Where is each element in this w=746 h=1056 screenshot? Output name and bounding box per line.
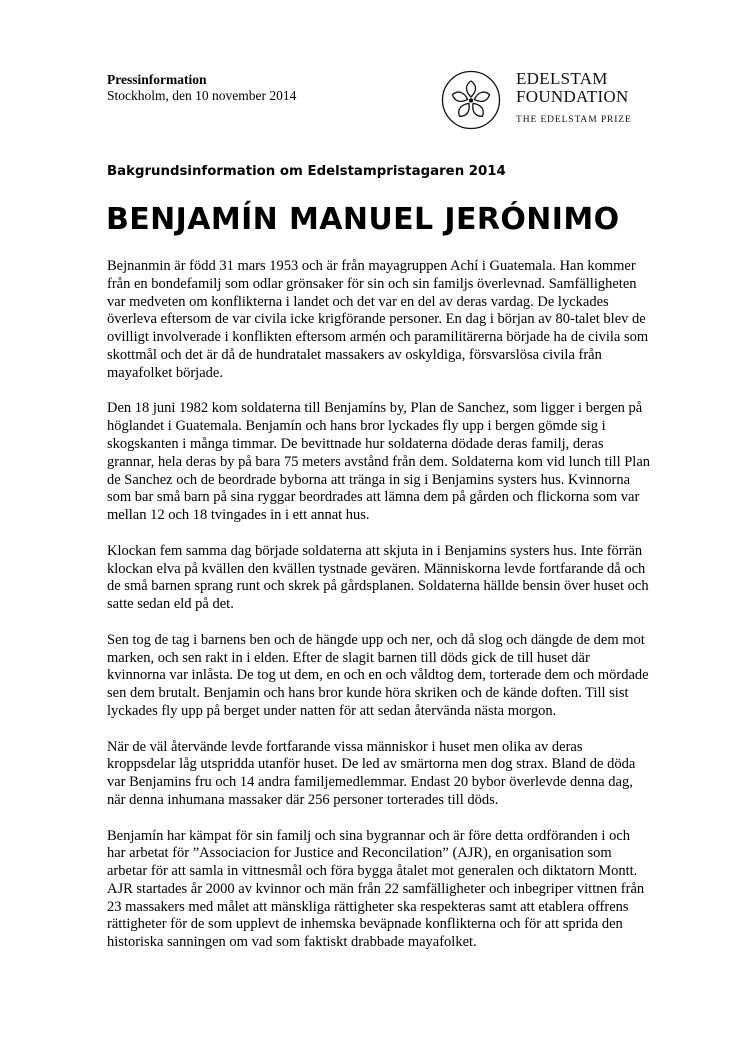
paragraph: Sen tog de tag i barnens ben och de hängde upp och ner, och då slog och dängde de dem mot marken, och sen rakt in i elden. Efter de slagit barnen till döds gick de till huset där kvinnorna var inlåsta. De tog ut dem, en och en och våldtog dem, torterade dem och mördade sen dem brutalt. Benjamin och hans bror kunde höra skriken och de kände doften. Till sist lyckades fly upp på berget under natten för att sedan återvända nästa morgon. bbox=[107, 631, 649, 719]
paragraph: När de väl återvände levde fortfarande vissa människor i huset men olika av deras kroppsdelar låg utspridda utanför huset. De led av smärtorna men dog strax. Bland de döda var Benjamins fru och 14 andra familjemedlemmar. Endast 20 bybor överlevde denna dag, när denna inhumana massaker där 256 personer torterades till döds. bbox=[107, 738, 636, 808]
logo-line-prize: THE EDELSTAM PRIZE bbox=[516, 115, 632, 125]
paragraph: Klockan fem samma dag började soldaterna att skjuta in i Benjamins systers hus. Inte förrän klockan elva på kvällen den kvällen tystnade gevären. Människorna levde fortfarande då och de små barnen sprang runt och skrek på gårdsplanen. Soldaterna hällde bensin över huset och satte sedan eld på det. bbox=[107, 542, 649, 613]
paragraph: Den 18 juni 1982 kom soldaterna till Benjamíns by, Plan de Sanchez, som ligger i bergen på höglandet i Guatemala. Benjamín och hans bror lyckades fly upp i bergen gömde sig i skogskanten i många timmar. De bevittnade hur soldaterna dödade deras familj, deras grannar, hela deras by på bara 75 meters avstånd från dem. Soldaterna kom vid lunch till Plan de Sanchez och de beordrade byborna att tränga in sig i Benjamins systers hus. Kvinnorna som bar små barn på sina ryggar beordrades att lämna dem på gården och flickorna som var mellan 12 och 18 tvingades in i ett annat hus. bbox=[107, 400, 650, 524]
foundation-logo bbox=[516, 70, 632, 125]
flower-emblem-icon bbox=[441, 70, 501, 130]
article-body bbox=[107, 258, 652, 970]
press-label: Pressinformation bbox=[107, 72, 207, 87]
press-header bbox=[107, 72, 296, 104]
paragraph: Bejnanmin är född 31 mars 1953 och är från mayagruppen Achí i Guatemala. Han kommer från en bondefamilj som odlar grönsaker för sin och sin familjs överlevnad. Samfälligheten var medveten om konflikterna i landet och det var en del av deras vardag. De lyckades överleva eftersom de var civila icke krigförande personer. En dag i början av 80-talet blev de ovilligt involverade i konflikten eftersom armén och paramilitärerna började ha de civila som skottmål och det är då de hundratalet massakers av oskyldiga, försvarslösa civila från mayafolket började. bbox=[107, 258, 649, 381]
place-date: Stockholm, den 10 november 2014 bbox=[107, 88, 297, 103]
document-subheading: Bakgrundsinformation om Edelstampristagaren 2014 bbox=[107, 164, 506, 179]
logo-line-foundation: FOUNDATION bbox=[516, 87, 629, 106]
paragraph: Benjamín har kämpat för sin familj och sina bygrannar och är före detta ordföranden i och har arbetat för ”Associacion for Justice and Reconcilation” (AJR), en organisation som arbetar för att samla in vittnesmål och föra bygga åtalet mot generalen och diktatorn Montt. AJR startades år 2000 av kvinnor och män från 22 samfälligheter och inbegriper vittnen från 23 massakers med målet att mänskliga rättigheter ska respekteras samt att etablera offrens rättigheter för de som upplevt de inhemska beväpnade konflikterna och för att sprida den historiska sanningen om vad som faktiskt drabbade mayafolket. bbox=[107, 827, 645, 951]
logo-line-edelstam: EDELSTAM bbox=[516, 69, 608, 88]
document-title: BENJAMÍN MANUEL JERÓNIMO bbox=[106, 202, 620, 237]
